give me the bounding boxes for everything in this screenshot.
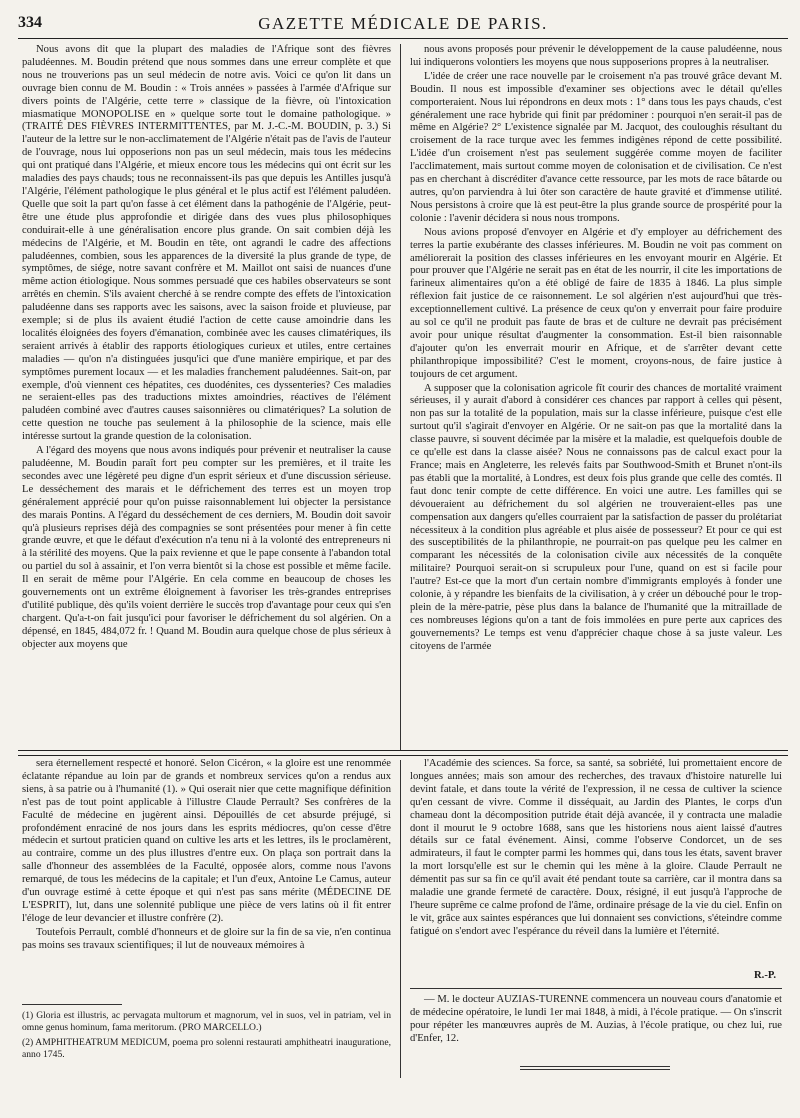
announcement [410,994,782,1046]
article-paragraph: A l'égard des moyens que nous avons indiqués pour prévenir et neutraliser la cause paludéenne, M. Boudin paraît fort peu compter sur les premières, et il traite les secondes avec une légèreté peu digne d'un esprit sérieux et d'une discussion sérieuse. Le desséchement des marais et le défrichement des terres est un moyen trop généralement apprécié pour qu'on puisse raisonnablement lui objecter la persistance des marais Pontins. A l'égard du desséchement de ces derniers, M. Boudin doit savoir qu'à plusieurs reprises déjà des compagnies se sont présentées pour mener à fin cette grande œuvre, et que le défaut d'exécution n'a tenu ni à la volonté des entrepreneurs ni à la stérilité des moyens. Que la paix revienne et que le pape consente à l'abandon total ou partiel du sol à assainir, et l'on verra bientôt si la chose est possible et même facile. Il en serait de même pour l'Algérie. En cela comme en beaucoup de choses les gouvernements ont un extrême éloignement à favoriser les très-grandes entreprises d'utilité publique, dès qu'ils voient derrière le succès trop d'avantage pour ceux qui s'en chargent. Qu'a-t-on fait jusqu'ici pour favoriser le défrichement du sol algérien. On a dépensé, en 1845, 484,072 fr. ! Quand M. Boudin aura quelque chose de plus sérieux à objecter aux moyens que [22,445,391,650]
feuilleton-paragraph: Toutefois Perrault, comblé d'honneurs et de gloire sur la fin de sa vie, n'en continua pas moins ses travaux scientifiques; il lut de nouveaux mémoires à [22,926,391,951]
column-divider [400,760,401,1078]
footnote: (2) AMPHITHEATRUM MEDICUM, poema pro solenni restaurati amphitheatri inauguratione, anno 1745. [22,1037,391,1060]
article-paragraph: nous avons proposés pour prévenir le développement de la cause paludéenne, nous lui indiquerons volontiers les moyens que nous supposerions propres à la neutraliser. [410,44,782,68]
page-number: 334 [18,14,42,31]
author-signature: R.-P. [754,970,776,981]
end-rule [520,1066,670,1070]
article-column-right [410,44,782,750]
article-column-left [22,44,391,750]
announcement-text: — M. le docteur AUZIAS-TURENNE commencera un nouveau cours d'anatomie et de médecine opératoire, le lundi 1er mai 1848, à midi, à l'école pratique. — On s'inscrit pour répéter les manœuvres auprès de M. Auzias, à l'école pratique, ou chez lui, rue d'Enfer, 12. [410,994,782,1044]
article-paragraph: Nous avions proposé d'envoyer en Algérie et d'y employer au défrichement des terres la partie exubérante des classes inférieures. M. Boudin ne voit pas comment on améliorerait la position des classes inférieures en les envoyant mourir en Algérie. Et pour prouver que l'Algérie ne serait pas en état de les nourrir, il cite les importations de farineux alimentaires qu'on a été obligé de faire de 1835 à 1846. La plus simple réflexion fait justice de ce raisonnement. Le sol algérien n'est aujourd'hui que très-exceptionnellement cultivé. La présence de ceux qu'on y enverrait pour faire produire au sol ce qu'il ne produit pas faute de bras et de culture ne devrait pas précisément avoir pour unique résultat d'augmenter la consommation. Est-il bien raisonnable d'ajouter qu'on les enverrait mourir en Afrique, et de s'arrêter devant cette philanthropique impossibilité? C'est le moment, croyons-nous, de faire justice à toujours de cet argument. [410,226,782,380]
feuilleton-paragraph: sera éternellement respecté et honoré. Selon Cicéron, « la gloire est une renommée éclatante répandue au loin par de grands et nombreux services qu'on a rendus aux siens, à sa patrie ou à l'humanité (1). » Qui oserait nier que cette magnifique définition n'est pas de tout point applicable à l'illustre Claude Perrault? Ses confrères de la Faculté de médecine en jugèrent ainsi. Dépouillés de cet absurde préjugé, si profondément enraciné de nos jours dans les esprits médiocres, qu'on cesse d'être médecin et surtout praticien quand on cultive les arts et les lettres, ils le proclamèrent, au contraire, comme un des plus illustres d'entre eux. On plaça son portrait dans la salle d'honneur des assemblées de la Faculté, opposée alors, comme nous l'avons remarqué, de tous les médecins de la capitale; et l'un d'eux, Antoine Le Camus, auteur d'un ouvrage estimé à cette époque et qui n'est pas sans mérite (MÉDECINE DE L'ESPRIT), lut, dans une solennité publique une pièce de vers latins où il fit entrer l'éloge de leur devancier et illustre confrère (2). [22,758,391,924]
feuilleton-paragraph: l'Académie des sciences. Sa force, sa santé, sa sobriété, lui promettaient encore de longues années; mais son amour des recherches, des travaux d'histoire naturelle lui devint fatale, et dans toute la vérité de l'expression, il ne cessa de cultiver la science qu'en cessant de vivre. Comme il disséquait, au Jardin des Plantes, le corps d'un chameau dont la décomposition putride était déjà avancée, il y contracta une maladie dont il mourut le 9 octobre 1688, sans que les historiens nous aient laissé d'autres détails sur ce fatal événement. Ainsi, comme l'observe Condorcet, un de ses admirateurs, il faut le compter parmi les hommes qui, dans tous les états, savent braver la mort lorsqu'elle est sur le chemin qui les mène à la gloire. Claude Perrault ne démentit pas sur sa fin ce qu'il avait été pendant toute sa carrière, car il montra dans sa maladie une grande fermeté de caractère. Doux, résigné, il eut jusqu'à l'approche de l'heure suprême ce calme profond de l'âme, ordinaire présage de la vie du ciel. Enfin on le vit, grâce aux saintes espérances que lui donnaient ses convictions, s'éteindre comme fatigué on s'endort avec l'espérance du réveil dans la lumière et l'éternité. [410,758,782,937]
article-paragraph: A supposer que la colonisation agricole fît courir des chances de mortalité vraiment sérieuses, il y aurait d'abord à considérer ces chances par rapport à celles qui pèsent, non pas sur la totalité de la population, mais sur la classe inférieure, puisque c'est elle surtout qu'il s'agirait d'envoyer en Algérie. Or ne sait-on pas que la mortalité dans la classe pauvre, si souvent décimée par la misère et la maladie, est quelquefois double de ce qu'elle est dans la classe aisée? Nous ne connaissons pas de calcul exact pour la France; mais en Angleterre, les relevés faits par Southwood-Smith et Brunet n'ont-ils pas établi que la mortalité, à Londres, est deux fois plus grande que celle des comtés. Il faut donc tenir compte de cette différence. En voici une autre. Les familles qui se dévoueraient au défrichement du sol algérien ne trouveraient-elles pas une compensation aux dangers qu'elles courraient par la satisfaction de passer du prolétariat nécessiteux à la condition plus agréable et plus aisée de possesseur? Et pour ce qui est des susceptibilités de la philanthropie, ne pourrait-on pas quelque peu les calmer en comparant les nécessités de la colonisation civile aux nécessités de la conquête militaire? Pourquoi serait-on si scrupuleux pour l'une, quand on est si facile pour l'autre? Est-ce que la mort d'un certain nombre d'immigrants employés à fonder une colonie, à y répandre les bienfaits de la civilisation, à y créer un débouché pour le trop-plein de la mère-patrie, pèse plus dans la balance de l'humanité que la mitraillade de ces nombreuses légions qu'on a tant de fois immolées en pure perte aux caprices des gouvernements? Le temps est venu d'apprécier chaque chose à sa juste valeur. Les citoyens de l'armée [410,382,782,652]
column-divider [400,44,401,750]
feuilleton-column-left [22,758,391,998]
footnotes [22,1010,391,1064]
page-header [18,12,788,39]
feuilleton-separator [18,750,788,756]
journal-title: GAZETTE MÉDICALE DE PARIS. [258,14,548,33]
article-paragraph: L'idée de créer une race nouvelle par le croisement n'a pas trouvé grâce devant M. Boudin. Il nous est impossible d'examiner ses objections avec le détail qu'elles comporteraient. Nous lui répondrons en deux mots : 1° dans tous les pays chauds, c'est généralement une race hybride qui finit par prédominer : pourquoi n'en serait-il pas de même en Algérie? 2° L'existence signalée par M. Jacquot, des couloughis résultant du croisement de la race turque avec les femmes indigènes répond de cette possibilité. L'idée d'un croisement n'est pas seulement suggérée comme moyen de faciliter l'acclimatement, mais surtout comme moyen de colonisation et de civilisation. Ce n'est pas en cherchant à discréditer d'avance cette ressource, par les mots de race bâtarde ou autres, qu'on parviendra à lui ôter son caractère de haute gravité et d'immense utilité. Nous persistons à croire que là est peut-être la plus grande source de prospérité pour la colonie : l'avenir décidera si nous nous trompons. [410,70,782,224]
article-paragraph: Nous avons dit que la plupart des maladies de l'Afrique sont des fièvres paludéennes. M. Boudin prétend que nous sommes dans une erreur complète et que nous ne trouverions pas un seul médecin de notre avis. Voici ce qu'on lit dans un ouvrage bien connu de M. Boudin : « Trois années » passées à l'armée d'Afrique sur divers points de l'Algérie, cette terre » classique de la fièvre, où l'intoxication miasmatique MONOPOLISE en » quelque sorte tout le domaine pathologique. » (TRAITÉ DES FIÈVRES INTERMITTENTES, par M. J.-C.-M. BOUDIN, p. 3.) Si l'auteur de la lettre sur le non-acclimatement de l'Algérie n'était pas de l'avis de l'auteur de l'ouvrage, nous lui opposerions non pas un seul médecin, mais tous les médecins qui ont pratiqué dans l'Algérie, et mieux encore tous les médecins qui ont écrit sur les maladies des pays chauds; tous ne reconnaissent-ils pas que depuis les Antilles jusqu'à l'Algérie, l'élément pathologique le plus général et le plus actif est l'élément paludéen. Quelle que soit la part qu'on fasse à cet élément dans la pathogénie de l'Algérie, peut-être une étude plus approfondie et dirigée dans des vues plus philosophiques conduirait-elle à une généralisation encore plus grande. On sait combien déjà les médecins de l'Algérie, et M. Boudin en tête, ont agrandi le cadre des affections paludéennes, combien, sous les apparences de la diversité la plus grande de type, de symptômes, de siége, notre savant confrère et M. Maillot ont saisi de nuances d'une même action étiologique. Nous sommes persuadé que ces habiles observateurs se sont arrêtés en chemin. S'ils avaient cherché à se rendre compte des effets de l'intoxication paludéenne dans ses rapports avec les saisons, avec la saison froide et pluvieuse, par exemple; si de plus ils avaient étudié l'action de cette cause amoindrie dans les localités éloignées des foyers d'émanation, combinée avec les causes climatériques, ils seraient arrivés à établir des rapports étiologiques curieux et utiles, entre certaines maladies — qu'on n'a distinguées jusqu'ici que d'une manière empirique, et par des symptômes purement locaux — et les maladies franchement paludéennes. Sait-on, par exemple, d'où viennent ces hépatites, ces duodénites, ces dyssenteries? Ces maladies ne seraient-elles pas des traductions mixtes amoindries, réactives de l'élément paludéen combiné avec d'autres causes saisonnières ou climatériques? La solution de cette question ne touche pas seulement à la philosophie de la science, mais elle intéresse surtout la grande question de la colonisation. [22,44,391,443]
feuilleton-column-right [410,758,782,970]
announcement-divider [410,988,782,989]
footnote-divider [22,1004,122,1005]
footnote: (1) Gloria est illustris, ac pervagata multorum et magnorum, vel in suos, vel in patriam, vel in omne genus hominum, fama meritorum. (PRO MARCELLO.) [22,1010,391,1033]
